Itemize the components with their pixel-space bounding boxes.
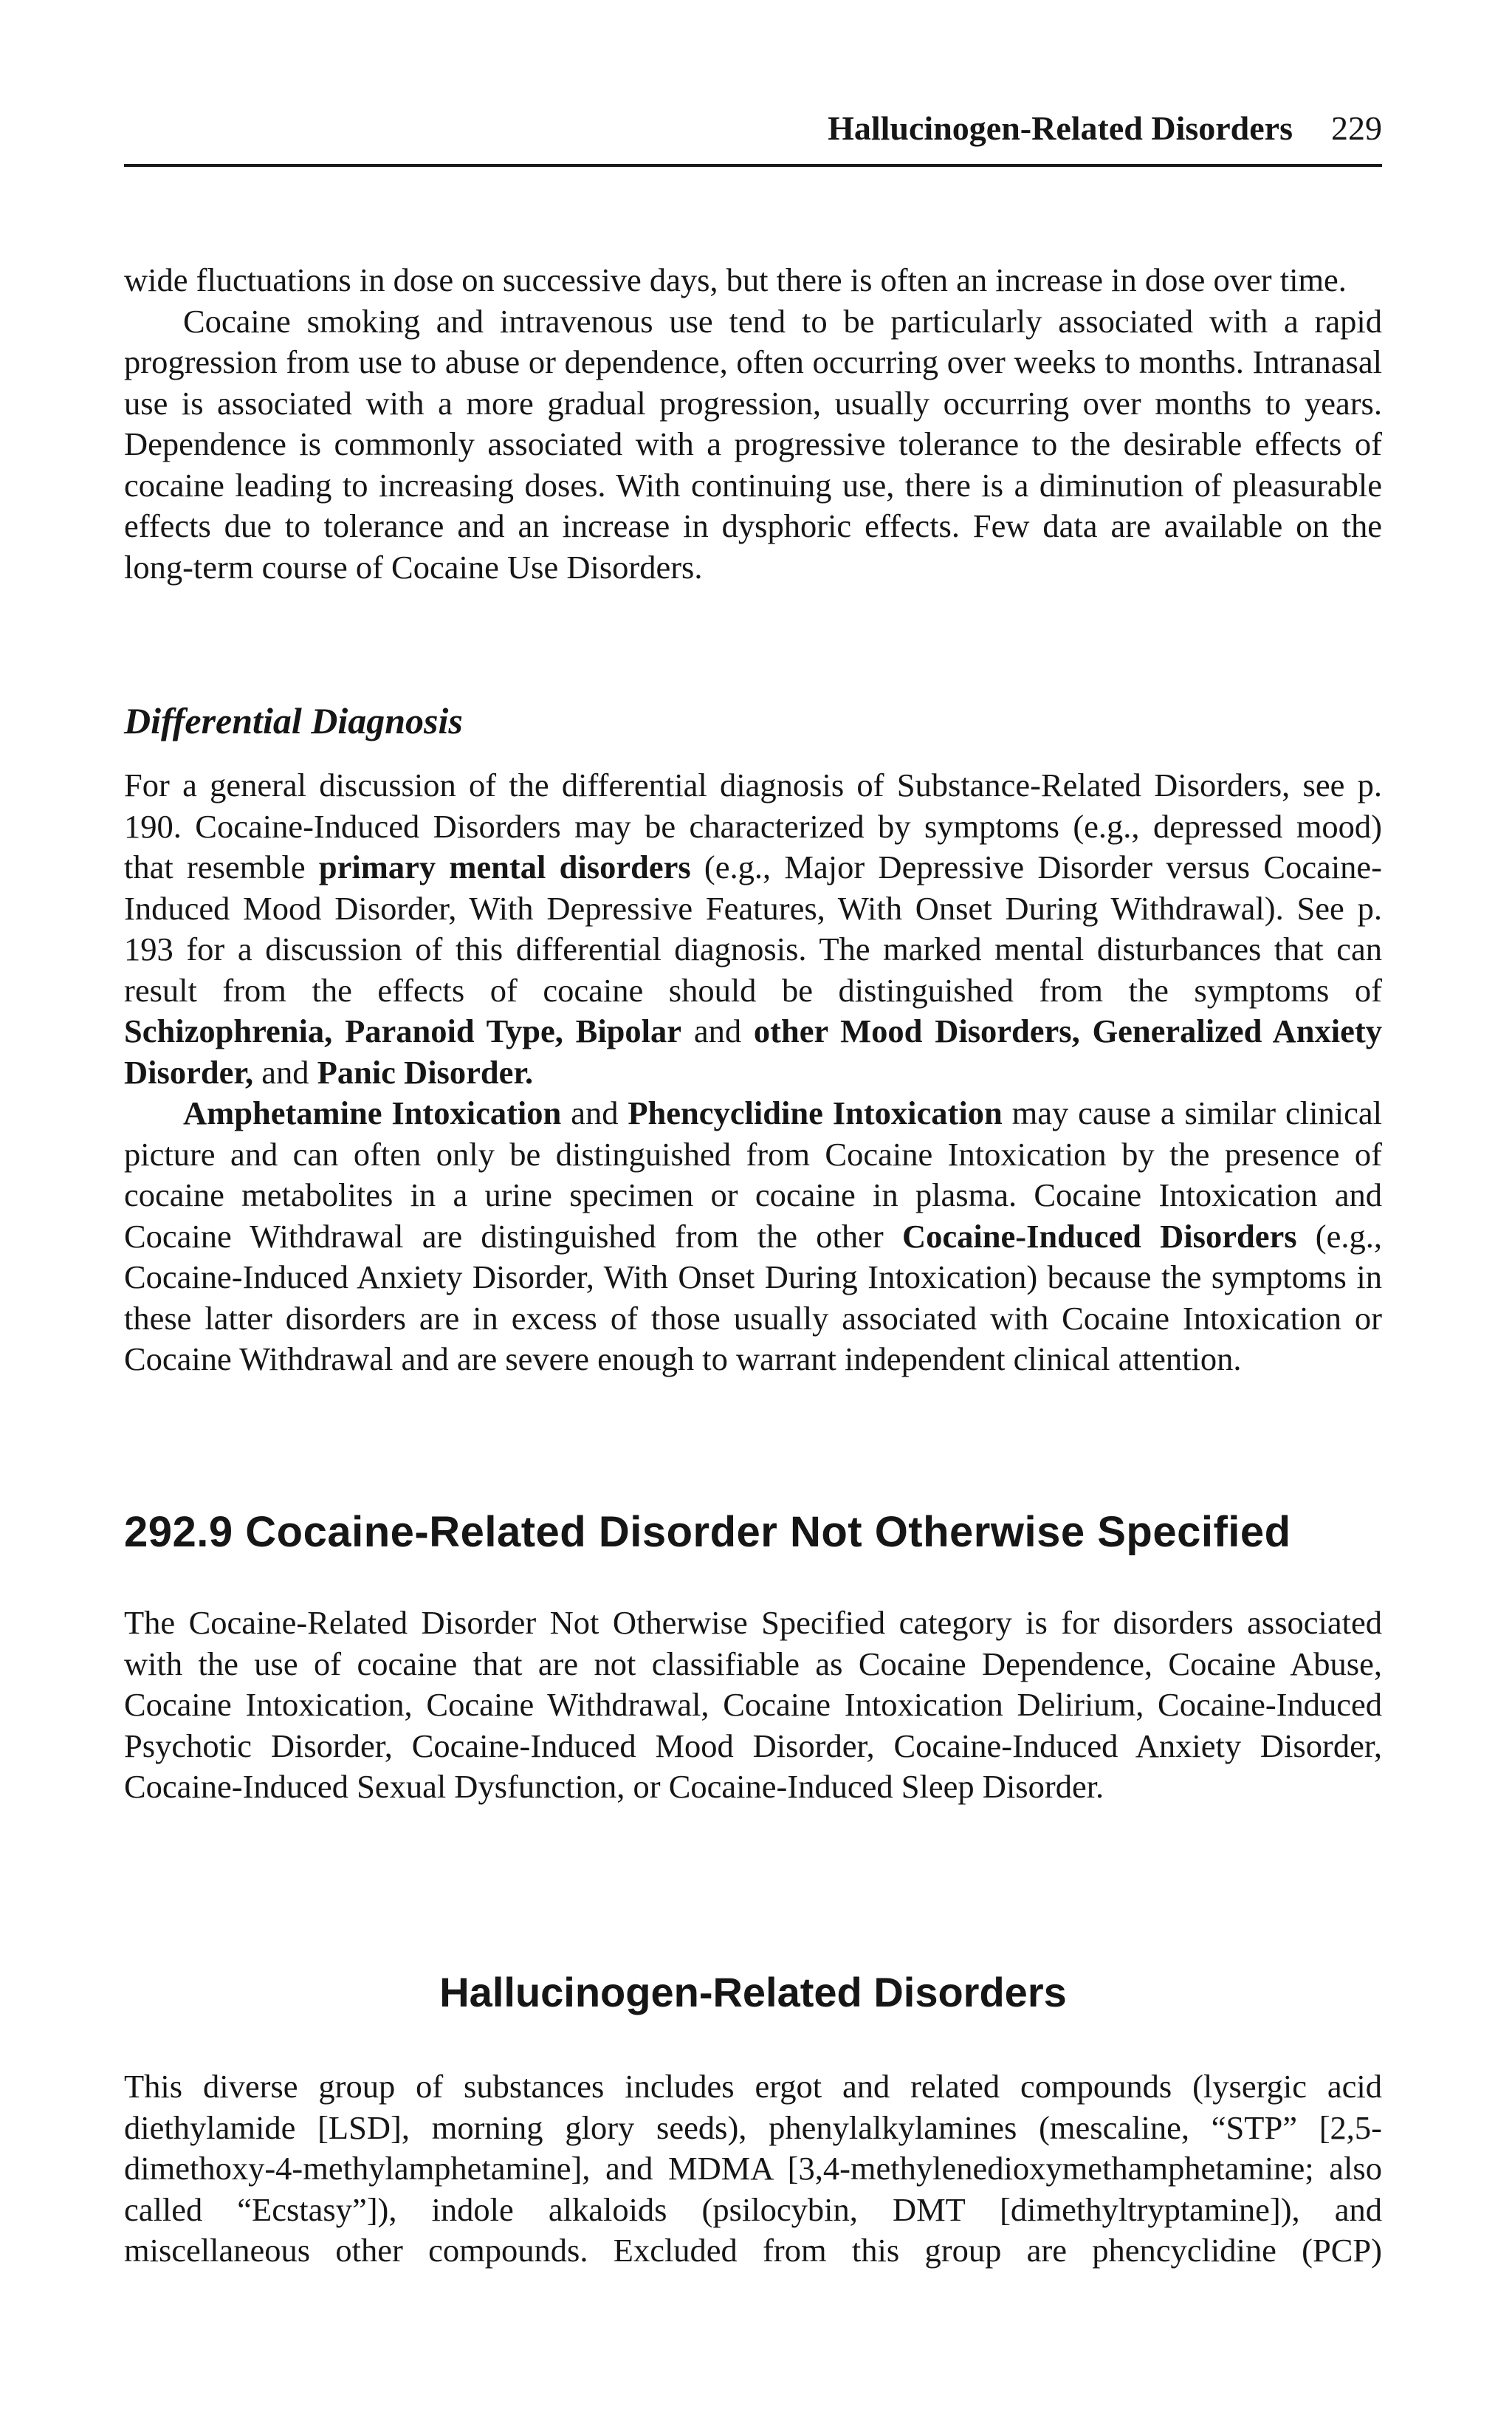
bold-term-panic-disorder: Panic Disorder. <box>317 1053 534 1091</box>
running-title: Hallucinogen-Related Disorders <box>828 109 1293 147</box>
text-run: and <box>681 1012 754 1049</box>
text-run: and <box>561 1094 628 1131</box>
text-run: and <box>253 1053 317 1091</box>
paragraph-hallucinogen-intro: This diverse group of substances includes ergot and related compounds (lysergic acid diethylamide [LSD], morning glory seeds), phenylalkylamines (mescaline, “STP” [2,5-dimethoxy-4-methylamphetamine], and MDMA [3,4-methylenedioxymethamphetamine; also called “Ecstasy”]), indole alkaloids (psilocybin, DMT [dimethyltryptamine]), and miscellaneous other compounds. Excluded from this group are phencyclidine (PCP) <box>124 2068 1382 2269</box>
hallucinogen-section-heading: Hallucinogen-Related Disorders <box>439 1969 1067 2015</box>
differential-text <box>124 765 1382 1380</box>
hallucinogen-text <box>124 2066 1382 2272</box>
text-run: (e.g., Major Depressive Disorder versus Cocaine-Induced Mood Disorder, With Depressive Features, With Onset During Withdrawal). See p. 193 for a discussion of this differential diagnosis. The marked mental disturbances that can result from the effects of cocaine should be distinguished from the symptoms of <box>124 849 1382 1009</box>
bold-term-schizophrenia-bipolar: Schizophrenia, Paranoid Type, Bipolar <box>124 1012 682 1049</box>
paragraph-nos: The Cocaine-Related Disorder Not Otherwise Specified category is for disorders associated with the use of cocaine that are not classifiable as Cocaine Dependence, Cocaine Abuse, Cocaine Intoxication, Cocaine Withdrawal, Cocaine Intoxication Delirium, Cocaine-Induced Psychotic Disorder, Cocaine-Induced Mood Disorder, Cocaine-Induced Anxiety Disorder, Cocaine-Induced Sexual Dysfunction, or Cocaine-Induced Sleep Disorder. <box>124 1604 1382 1805</box>
running-header <box>828 108 1382 149</box>
paragraph-differential-2 <box>124 1093 1382 1380</box>
paragraph-course-continued: wide fluctuations in dose on successive days, but there is often an increase in dose over time. <box>124 261 1347 298</box>
paragraph-differential-1 <box>124 765 1382 1093</box>
bold-term-phencyclidine-intoxication: Phencyclidine Intoxication <box>628 1094 1003 1131</box>
bold-term-primary-mental-disorders: primary mental disorders <box>318 849 691 885</box>
header-rule <box>124 164 1382 167</box>
course-text <box>124 260 1382 588</box>
nos-section-heading: 292.9 Cocaine-Related Disorder Not Otherwise Specified <box>124 1508 1291 1556</box>
text-run: may cause a similar clinical picture and can often only be distinguished from Cocaine Intoxication by the presence of cocaine metabolites in a urine specimen or cocaine in plasma. Cocaine Intoxication and Cocaine Withdrawal are distinguished from the other <box>124 1094 1382 1255</box>
nos-text <box>124 1603 1382 1808</box>
page-number: 229 <box>1331 109 1382 147</box>
differential-diagnosis-heading: Differential Diagnosis <box>124 700 463 741</box>
bold-term-mood-anxiety-disorders: other Mood Disorders, Generalized Anxiety Disorder, <box>124 1012 1382 1091</box>
bold-term-cocaine-induced-disorders: Cocaine-Induced Disorders <box>902 1217 1297 1255</box>
paragraph-course-progression: Cocaine smoking and intravenous use tend to be particularly associated with a rapid progression from use to abuse or dependence, often occurring over weeks to months. Intranasal use is associated with a more gradual progression, usually occurring over months to years. Dependence is commonly associated with a progressive tolerance to the desirable effects of cocaine leading to increasing doses. With continuing use, there is a diminution of pleasurable effects due to tolerance and an increase in dysphoric effects. Few data are available on the long-term course of Cocaine Use Disorders. <box>124 302 1382 586</box>
bold-term-amphetamine-intoxication: Amphetamine Intoxication <box>183 1094 562 1131</box>
text-run: For a general discussion of the differential diagnosis of Substance-Related Disorders, see p. 190. Cocaine-Induced Disorders may be characterized by symptoms (e.g., depressed mood) that resemble <box>124 767 1382 885</box>
text-run: (e.g., Cocaine-Induced Anxiety Disorder, With Onset During Intoxication) because the symptoms in these latter disorders are in excess of those usually associated with Cocaine Intoxication or Cocaine Withdrawal and are severe enough to warrant independent clinical attention. <box>124 1217 1382 1377</box>
